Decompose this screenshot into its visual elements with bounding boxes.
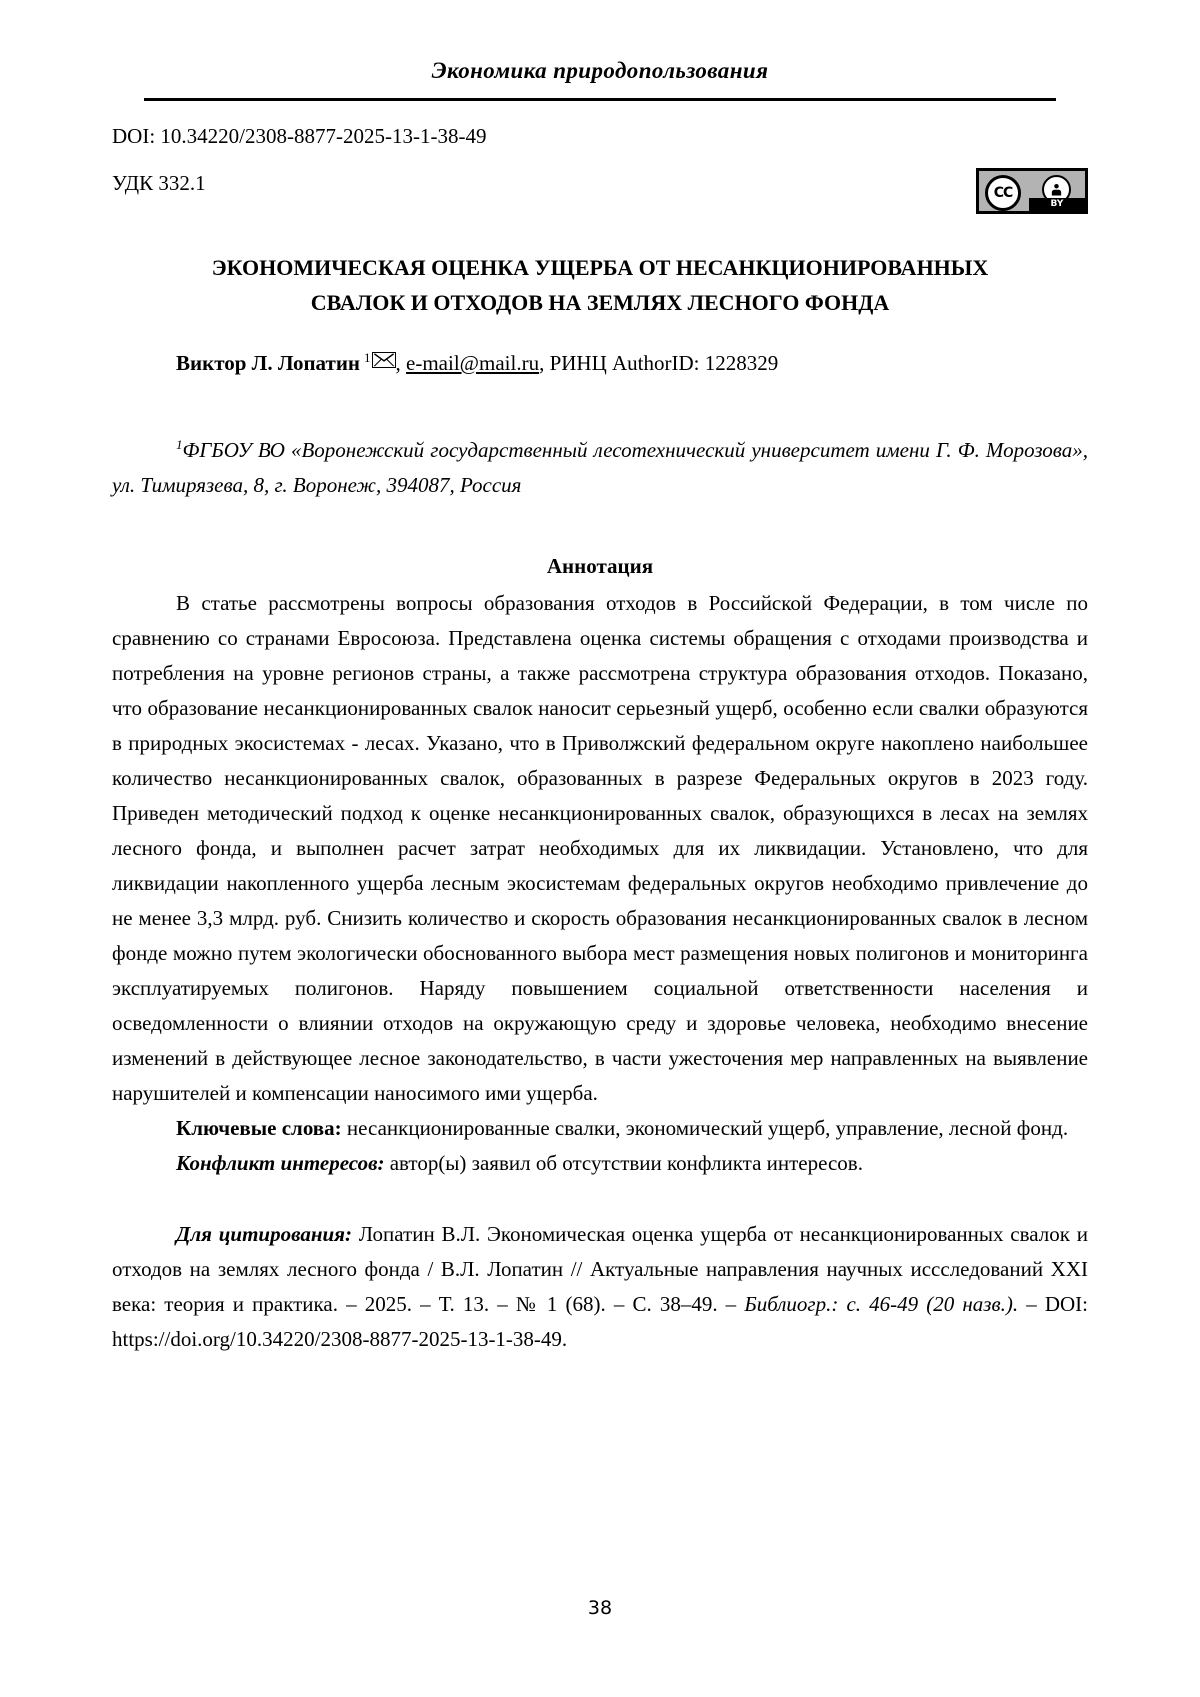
conflict-paragraph (112, 1146, 1088, 1181)
abstract-heading: Аннотация (546, 554, 654, 578)
doi-text: DOI: 10.34220/2308-8877-2025-13-1-38-49 (112, 124, 487, 148)
journal-header: Экономика природопользования (431, 58, 769, 83)
cc-icon: CC (985, 175, 1021, 211)
conflict-text: автор(ы) заявил об отсутствии конфликта интересов. (384, 1151, 863, 1175)
citation-paragraph (112, 1217, 1088, 1357)
article-title (112, 250, 1088, 320)
citation-label: Для цитирования: (176, 1222, 352, 1246)
affiliation-line (112, 433, 1088, 503)
udk-row (112, 166, 1088, 218)
keywords-paragraph (112, 1111, 1088, 1146)
by-label: BY (1029, 198, 1085, 211)
udk-text: УДК 332.1 (112, 171, 206, 195)
affiliation-superscript: 1 (176, 437, 183, 452)
citation-bibliography: Библиогр.: с. 46-49 (20 назв.). (744, 1292, 1019, 1316)
keywords-text: несанкционированные свалки, экономический ущерб, управление, лесной фонд. (341, 1116, 1069, 1140)
article-title-line2: СВАЛОК И ОТХОДОВ НА ЗЕМЛЯХ ЛЕСНОГО ФОНДА (310, 290, 890, 315)
citation-text: Лопатин В.Л. Экономическая оценка ущерба от несанкционированных свалок и отходов на землях лесного фонда / В.Л. Лопатин // Актуальные направления научных иссследований XXI века: теория и практика. – 2025. – Т. 13. – № 1 (68). – С. 38–49. – (112, 1222, 1088, 1316)
keywords-label: Ключевые слова: (176, 1116, 342, 1140)
citation-doi-text: – DOI: https://doi.org/10.34220/2308-8877-2025-13-1-38-49. (112, 1292, 1088, 1351)
author-affiliation-superscript: 1 (364, 350, 371, 365)
page-number: 38 (587, 1597, 613, 1619)
author-name: Виктор Л. Лопатин (176, 351, 361, 375)
author-id-text: , РИНЦ AuthorID: 1228329 (539, 351, 779, 375)
conflict-label: Конфликт интересов: (176, 1151, 385, 1175)
abstract-body: В статье рассмотрены вопросы образования отходов в Российской Федерации, в том числе по сравнению со странами Евросоюза. Представлена оценка системы обращения с отходами производства и потребления на уровне регионов страны, а также рассмотрена структура образования отходов. Показано, что образование несанкционированных свалок наносит серьезный ущерб, особенно если свалки образуются в природных экосистемах - лесах. Указано, что в Приволжский федеральном округе накоплено наибольшее количество несанкционированных свалок, образованных в разрезе Федеральных округов в 2023 году. Приведен методический подход к оценке несанкционированных свалок, образующихся в лесах на землях лесного фонда, и выполнен расчет затрат необходимых для их ликвидации. Установлено, что для ликвидации накопленного ущерба лесным экосистемам федеральных округов необходимо привлечение до не менее 3,3 млрд. руб. Снизить количество и скорость образования несанкционированных свалок в лесном фонде можно путем экологически обоснованного выбора мест размещения новых полигонов и мониторинга эксплуатируемых полигонов. Наряду повышением социальной ответственности населения и осведомленности о влиянии отходов на окружающую среду и здоровье человека, необходимо внесение изменений в действующее лесное законодательство, в части ужесточения мер направленных на выявление нарушителей и компенсации наносимого ими ущерба. (112, 591, 1088, 1105)
envelope-icon (372, 352, 396, 368)
author-separator: , (395, 351, 407, 375)
article-title-line1: ЭКОНОМИЧЕСКАЯ ОЦЕНКА УЩЕРБА ОТ НЕСАНКЦИОНИРОВАННЫХ (211, 255, 989, 280)
header-divider (144, 98, 1056, 101)
affiliation-text: ФГБОУ ВО «Воронежский государственный лесотехнический университет имени Г. Ф. Морозова», ул. Тимирязева, 8, г. Воронеж, 394087, Россия (112, 438, 1088, 497)
cc-by-license-badge (976, 168, 1088, 214)
author-email-link[interactable]: e-mail@mail.ru (406, 351, 540, 375)
author-line (112, 346, 1088, 381)
